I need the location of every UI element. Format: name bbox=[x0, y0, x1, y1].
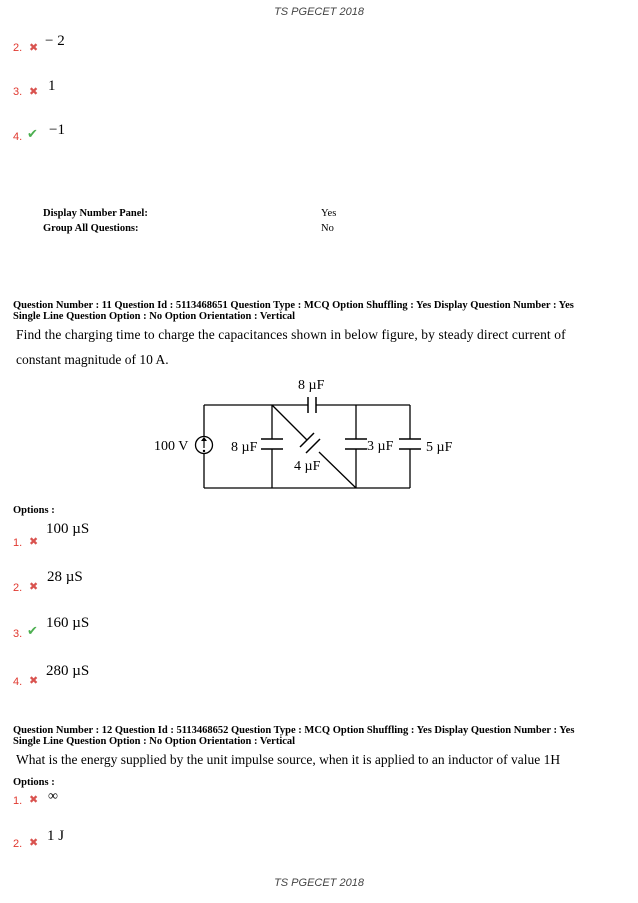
page-header: TS PGECET 2018 bbox=[274, 6, 364, 18]
cross-icon: ✖ bbox=[29, 41, 39, 54]
option-number: 2. bbox=[13, 582, 23, 594]
cap-top-label: 8 µF bbox=[298, 378, 325, 393]
display-panel-label: Display Number Panel: bbox=[43, 208, 148, 219]
option-text: 1 J bbox=[47, 828, 65, 844]
option-text: − 2 bbox=[45, 33, 65, 49]
option-number: 4. bbox=[13, 131, 23, 143]
option-number: 2. bbox=[13, 838, 23, 850]
option-text: 1 bbox=[48, 78, 56, 94]
question-meta: Question Number : 11 Question Id : 5113468651 Question Type : MCQ Option Shuffling : Yes Display Question Number : Yes bbox=[13, 300, 574, 311]
question-text: What is the energy supplied by the unit impulse source, when it is applied to an inductor of value 1H bbox=[16, 752, 561, 767]
option-text: 100 µS bbox=[46, 521, 90, 537]
cross-icon: ✖ bbox=[29, 793, 39, 806]
cap-right-label: 5 µF bbox=[426, 440, 453, 455]
question-meta-options: Single Line Question Option : No Option Orientation : Vertical bbox=[13, 311, 296, 322]
option-number: 3. bbox=[13, 86, 23, 98]
cross-icon: ✖ bbox=[29, 836, 39, 849]
option-number: 2. bbox=[13, 42, 23, 54]
option-text: 160 µS bbox=[46, 615, 90, 631]
option-text: 28 µS bbox=[47, 569, 83, 585]
question-text-cont: constant magnitude of 10 A. bbox=[16, 352, 169, 367]
cross-icon: ✖ bbox=[29, 580, 39, 593]
cap-mid-label: 3 µF bbox=[367, 439, 394, 454]
group-all-value: No bbox=[321, 223, 334, 234]
cross-icon: ✖ bbox=[29, 85, 39, 98]
cross-icon: ✖ bbox=[29, 674, 39, 687]
cross-icon: ✖ bbox=[29, 535, 39, 548]
options-label: Options : bbox=[13, 505, 55, 516]
option-number: 4. bbox=[13, 676, 23, 688]
option-number: 3. bbox=[13, 628, 23, 640]
option-text: −1 bbox=[49, 122, 65, 138]
option-number: 1. bbox=[13, 795, 23, 807]
circuit-diagram bbox=[140, 372, 470, 497]
display-panel-value: Yes bbox=[321, 208, 337, 219]
options-label: Options : bbox=[13, 777, 55, 788]
question-meta: Question Number : 12 Question Id : 5113468652 Question Type : MCQ Option Shuffling : Yes Display Question Number : Yes bbox=[13, 725, 575, 736]
check-icon: ✔ bbox=[27, 624, 38, 639]
source-label: 100 V bbox=[154, 439, 189, 454]
cap-diag-label: 4 µF bbox=[294, 459, 321, 474]
option-number: 1. bbox=[13, 537, 23, 549]
cap-left-label: 8 µF bbox=[231, 440, 258, 455]
group-all-label: Group All Questions: bbox=[43, 223, 139, 234]
option-text: 280 µS bbox=[46, 663, 90, 679]
check-icon: ✔ bbox=[27, 127, 38, 142]
question-text: Find the charging time to charge the capacitances shown in below figure, by steady direct current of bbox=[16, 327, 566, 342]
page-footer: TS PGECET 2018 bbox=[274, 877, 364, 889]
question-meta-options: Single Line Question Option : No Option Orientation : Vertical bbox=[13, 736, 296, 747]
option-text: ∞ bbox=[48, 789, 58, 804]
